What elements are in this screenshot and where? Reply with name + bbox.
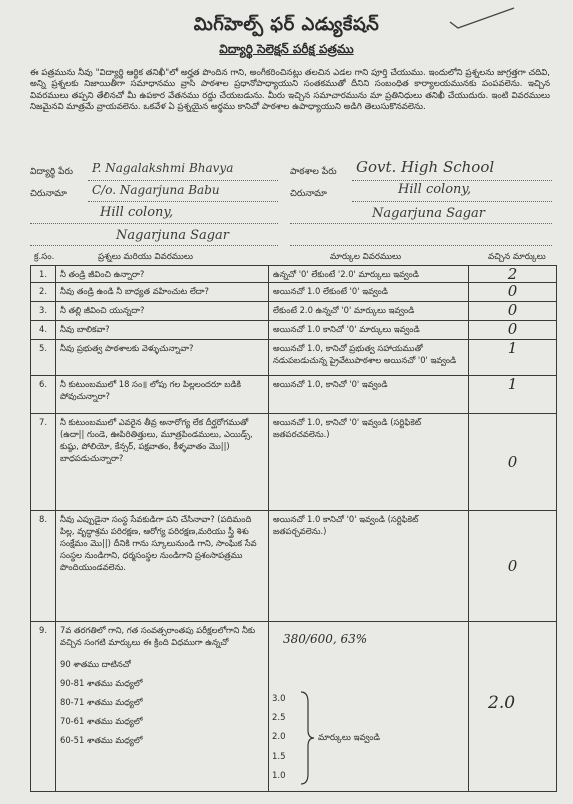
grade-marks-list	[272, 690, 286, 786]
student-name-value: P. Nagalakshmi Bhavya	[92, 161, 234, 175]
table-row	[31, 340, 557, 376]
row-scoring: అయినచో 1.0 లేకుంటే '0' ఇవ్వండి	[269, 283, 469, 302]
student-address-line-2: Hill colony,	[100, 205, 174, 220]
school-address-dotted-line-1	[352, 201, 552, 202]
row-scoring: అయినచో 1.0 కానిచో '0' ఇవ్వండి (సర్టిఫికెట్ జతపర్చవలెను.)	[269, 511, 469, 622]
grade-label: 70-61 శాతము మధ్యలో	[60, 716, 143, 726]
grade-marks: 1.5	[272, 751, 286, 762]
row-number: 6.	[31, 376, 56, 414]
school-dotted-line	[352, 180, 552, 181]
school-address-dotted-line-3	[290, 245, 552, 246]
form-subtitle: విద్యార్థి సెలెక్షన్ పరీక్ష పత్రము	[219, 42, 354, 56]
row-question: నీ కుటుంబములో ఎవరైన తీవ్ర అనారోగ్య లేక దీర్ఘరోగముతో (ఉదా|| గుండె, ఊపిరితిత్తులు, మూత్రపిండములు, ఎయిడ్స్, కుష్ఠు, పోలియో, కేన్సర్, పక్షవాతం, కీళ్ళవాతం మొ||) బాధపడుచున్నారా?	[56, 414, 269, 511]
row-scoring: లేకుంటే 2.0 ఉన్నచో '0' మార్కులు ఇవ్వండి	[269, 302, 469, 321]
row-awarded: 2	[469, 266, 557, 283]
row-awarded: 0	[469, 283, 557, 302]
student-address-line-1: C/o. Nagarjuna Babu	[92, 183, 220, 197]
row-question: నీవు తండ్రి ఉండి నీ బాధ్యత వహించుట లేదా?	[56, 283, 269, 302]
school-address-line-1: Hill colony,	[398, 182, 472, 197]
row9-handwritten-marks: 380/600, 63%	[283, 632, 368, 646]
row-number: 9.	[31, 622, 56, 792]
student-address-label: చిరునామా	[30, 189, 67, 199]
col-head-scoring: మార్కుల వివరములు	[330, 252, 402, 262]
row-number: 8.	[31, 511, 56, 622]
row-number: 1.	[31, 266, 56, 283]
grade-label: 90-81 శాతము మధ్యలో	[60, 678, 143, 688]
grade-label: 60-51 శాతము మధ్యలో	[60, 735, 143, 745]
row-scoring: అయినచో 1.0, కానిచో ప్రభుత్వ సహాయముతో నడుపబడుచున్న ప్రైవేటుపాఠశాల అయినచో '0' ఇవ్వండి	[269, 340, 469, 376]
instructions-paragraph: ఈ పత్రమును నీవు "విద్యార్థి ఆర్థిక తనిఖీ"లో అర్హత పొందిన గాని, అంగీకరించినట్లు తలచిన ఎడల గాని పూర్తి చేయుము. ఇందులోని ప్రశ్నలను జాగ్రత్తగా చదివి, అన్ని ప్రశ్నలకు నిజాయితీగా సమాధానము వ్రాసి పాఠశాల ప్రధానోపాధ్యాయుని సంతకముతో దీనిని సంబంధిత కార్యాలయమునకు పంపవలెను. ఇచ్చిన వివరములు తప్పని తేలినచో మీ ఉపకార వేతనము రద్దు చేయబడును. మీరు ఇచ్చిన సమాచారమును మా ప్రతినిధులు తనిఖీ చేయుదురు. ఇంటి వివరములు నిజమైనవి మాత్రమే వ్రాయవలెను. ఒకవేళ ఏ ప్రశ్నయైన అర్థము కానిచో పాఠశాల ఉపాధ్యాయుని అడిగి తెలుసుకొనవలెను.	[30, 68, 550, 113]
row-awarded: 0	[469, 321, 557, 340]
row9-awarded: 2.0	[488, 693, 516, 713]
address-dotted-line-3	[30, 245, 278, 246]
row-awarded: 1	[469, 376, 557, 414]
school-address-line-2: Nagarjuna Sagar	[372, 206, 486, 221]
table-row	[31, 414, 557, 511]
table-row	[31, 266, 557, 283]
row-awarded: 0	[469, 414, 557, 511]
row-scoring: అయినచో 1.0 కానిచో '0' మార్కులు ఇవ్వండి	[269, 321, 469, 340]
row-question: నీ తల్లి జీవించి యున్నదా?	[56, 302, 269, 321]
row-question: నీవు బాలికవా?	[56, 321, 269, 340]
school-name-label: పాఠశాల పేరు	[290, 167, 337, 177]
row-awarded: 0	[469, 511, 557, 622]
name-dotted-line	[88, 180, 278, 181]
col-head-sno: క్ర.సం.	[34, 252, 55, 262]
col-head-awarded: వచ్చిన మార్కులు	[488, 252, 546, 262]
table-row	[31, 321, 557, 340]
row-question: 7వ తరగతిలో గాని, గత సంవత్సరాంతపు పరీక్షలలోగాని నీకు వచ్చిన సంగటి మార్కులు ఈ క్రింది విధముగా ఉన్నచో	[60, 625, 256, 647]
row-number: 4.	[31, 321, 56, 340]
row-number: 3.	[31, 302, 56, 321]
org-title: మిగ్‌హెల్ప్ ఫర్ ఎడ్యుకేషన్	[193, 14, 380, 35]
grade-label: 80-71 శాతము మధ్యలో	[60, 697, 143, 707]
row-scoring: అయినచో 1.0, కానిచో '0' ఇవ్వండి (సర్టిఫికెట్ జతపరచవలెను.)	[269, 414, 469, 511]
row-scoring: ఉన్నచో '0' లేకుంటే '2.0' మార్కులు ఇవ్వండి	[269, 266, 469, 283]
grade-marks: 2.0	[272, 732, 286, 743]
row-scoring: అయినచో 1.0, కానిచో '0' ఇవ్వండి	[269, 376, 469, 414]
row-number: 2.	[31, 283, 56, 302]
row-question: నీ కుటుంబములో 18 సం॥ లోపు గల పిల్లలందరూ బడికి పోవుచున్నారా?	[56, 376, 269, 414]
row-question: నీవు ఎప్పుడైనా సంస్థ సేవకుడిగా పని చేసినావా? (పదిమంది పిల్ల, వృద్ధాశ్రమ పరిరక్షణ, ఆరోగ్య పరిరక్షణ,మరియు స్త్రీ శిశు సంక్షేమం మొ||) దీనికి గాను స్కూలునుండి గాని, సాంఘిక సేవ సంస్థల నుండిగాని, ధర్మసంస్థల నుండిగాని ప్రశంసాపత్రము పొందియుండవలెను.	[56, 511, 269, 622]
tick-mark-icon	[448, 6, 516, 32]
col-head-question: ప్రశ్నలు మరియు వివరములు	[98, 252, 193, 262]
grade-marks: 1.0	[272, 770, 286, 781]
row-number: 5.	[31, 340, 56, 376]
row-awarded: 0	[469, 302, 557, 321]
grade-marks: 2.5	[272, 713, 286, 724]
table-row	[31, 622, 557, 792]
curly-brace-icon	[298, 690, 316, 786]
school-address-label: చిరునామా	[290, 189, 327, 199]
table-row	[31, 302, 557, 321]
address-dotted-line-2	[30, 223, 278, 224]
table-row	[31, 511, 557, 622]
table-row	[31, 283, 557, 302]
row-question: నీ తండ్రి జీవించి ఉన్నారా?	[56, 266, 269, 283]
student-name-label: విద్యార్థి పేరు	[30, 167, 73, 177]
school-address-dotted-line-2	[290, 223, 552, 224]
row-question-9	[56, 622, 269, 792]
criteria-table	[30, 265, 557, 792]
row-awarded: 1	[469, 340, 557, 376]
grade-brace-label: మార్కులు ఇవ్వండి	[318, 733, 381, 743]
school-name-value: Govt. High School	[356, 158, 495, 176]
student-address-line-3: Nagarjuna Sagar	[116, 228, 230, 243]
row-question: నీవు ప్రభుత్వ పాఠశాలకు వెళ్ళుచున్నావా?	[56, 340, 269, 376]
table-row	[31, 376, 557, 414]
row-number: 7.	[31, 414, 56, 511]
grade-label: 90 శాతము దాటినచో	[60, 659, 131, 669]
address-dotted-line-1	[88, 201, 278, 202]
grade-marks: 3.0	[272, 694, 286, 704]
